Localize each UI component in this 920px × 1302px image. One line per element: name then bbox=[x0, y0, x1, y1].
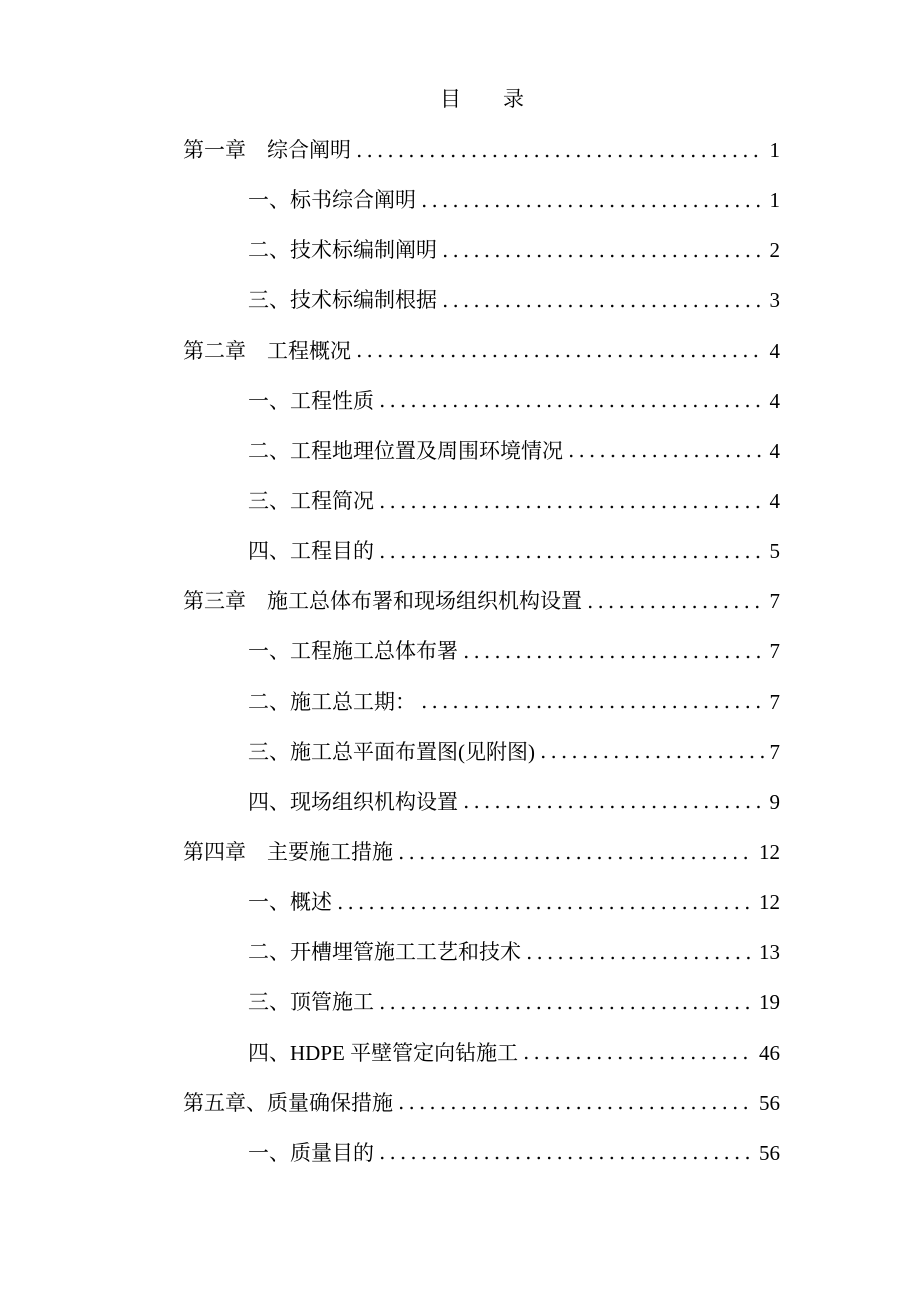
entry-title: 四、工程目的 bbox=[248, 539, 374, 564]
entry-title: 二、开槽埋管施工工艺和技术 bbox=[248, 940, 521, 965]
dot-leader bbox=[419, 694, 765, 709]
page-number: 1 bbox=[769, 188, 780, 213]
page-number: 56 bbox=[759, 1090, 780, 1115]
dot-leader bbox=[538, 744, 765, 759]
toc-section-entry bbox=[183, 476, 780, 526]
toc-section-entry bbox=[183, 376, 780, 426]
page-number: 4 bbox=[769, 438, 780, 463]
toc-section-entry bbox=[183, 1128, 780, 1178]
entry-title: 四、现场组织机构设置 bbox=[248, 789, 458, 814]
entry-title: 二、技术标编制阐明 bbox=[248, 238, 437, 263]
dot-leader bbox=[419, 193, 765, 208]
page-number: 12 bbox=[759, 840, 780, 865]
dot-leader bbox=[566, 443, 765, 458]
page-title: 目 录 bbox=[440, 87, 524, 111]
entry-title: 第五章、质量确保措施 bbox=[183, 1090, 393, 1115]
page-number: 4 bbox=[769, 489, 780, 514]
page-number: 12 bbox=[759, 890, 780, 915]
toc-section-entry bbox=[183, 727, 780, 777]
page-number: 13 bbox=[759, 940, 780, 965]
entry-title: 一、概述 bbox=[248, 890, 332, 915]
dot-leader bbox=[377, 494, 765, 509]
dot-leader bbox=[354, 143, 765, 158]
entry-title: 第二章 工程概况 bbox=[183, 338, 351, 363]
toc-section-entry bbox=[183, 927, 780, 977]
page-number: 4 bbox=[769, 338, 780, 363]
page-number: 7 bbox=[769, 739, 780, 764]
toc-section-entry bbox=[183, 175, 780, 225]
entry-title: 一、工程性质 bbox=[248, 388, 374, 413]
toc-section-entry bbox=[183, 1028, 780, 1078]
toc-section-entry bbox=[183, 677, 780, 727]
entry-title: 第三章 施工总体布署和现场组织机构设置 bbox=[183, 589, 582, 614]
entry-title: 第四章 主要施工措施 bbox=[183, 840, 393, 865]
toc-section-entry bbox=[183, 275, 780, 325]
dot-leader bbox=[396, 1095, 754, 1110]
toc-chapter-entry bbox=[183, 576, 780, 626]
entry-title: 三、工程简况 bbox=[248, 489, 374, 514]
table-of-contents bbox=[183, 125, 780, 1178]
dot-leader bbox=[377, 544, 765, 559]
dot-leader bbox=[585, 594, 765, 609]
dot-leader bbox=[524, 945, 754, 960]
page-number: 9 bbox=[769, 789, 780, 814]
toc-section-entry bbox=[183, 526, 780, 576]
entry-title: 二、工程地理位置及周围环境情况 bbox=[248, 438, 563, 463]
dot-leader bbox=[461, 644, 765, 659]
dot-leader bbox=[377, 1145, 754, 1160]
page-number: 1 bbox=[769, 138, 780, 163]
toc-section-entry bbox=[183, 426, 780, 476]
page-number: 2 bbox=[769, 238, 780, 263]
page-number: 19 bbox=[759, 990, 780, 1015]
page-number: 4 bbox=[769, 388, 780, 413]
toc-section-entry bbox=[183, 626, 780, 676]
toc-chapter-entry bbox=[183, 827, 780, 877]
dot-leader bbox=[335, 895, 754, 910]
entry-title: 第一章 综合阐明 bbox=[183, 138, 351, 163]
entry-title: 三、技术标编制根据 bbox=[248, 288, 437, 313]
entry-title: 三、施工总平面布置图(见附图) bbox=[248, 739, 535, 764]
page-number: 3 bbox=[769, 288, 780, 313]
dot-leader bbox=[377, 995, 754, 1010]
entry-title: 一、标书综合阐明 bbox=[248, 188, 416, 213]
toc-section-entry bbox=[183, 977, 780, 1027]
page-number: 5 bbox=[769, 539, 780, 564]
dot-leader bbox=[440, 243, 765, 258]
entry-title: 三、顶管施工 bbox=[248, 990, 374, 1015]
entry-title: 一、质量目的 bbox=[248, 1140, 374, 1165]
dot-leader bbox=[440, 293, 765, 308]
dot-leader bbox=[377, 393, 765, 408]
page-number: 46 bbox=[759, 1040, 780, 1065]
toc-chapter-entry bbox=[183, 326, 780, 376]
toc-chapter-entry bbox=[183, 125, 780, 175]
toc-chapter-entry bbox=[183, 1078, 780, 1128]
dot-leader bbox=[461, 794, 765, 809]
toc-section-entry bbox=[183, 225, 780, 275]
dot-leader bbox=[521, 1045, 754, 1060]
page-number: 7 bbox=[769, 589, 780, 614]
entry-title: 二、施工总工期： bbox=[248, 689, 416, 714]
entry-title: 一、工程施工总体布署 bbox=[248, 639, 458, 664]
toc-section-entry bbox=[183, 777, 780, 827]
toc-section-entry bbox=[183, 877, 780, 927]
dot-leader bbox=[354, 343, 765, 358]
page-number: 7 bbox=[769, 639, 780, 664]
entry-title: 四、HDPE 平壁管定向钻施工 bbox=[248, 1040, 519, 1065]
page-number: 7 bbox=[769, 689, 780, 714]
page-number: 56 bbox=[759, 1140, 780, 1165]
dot-leader bbox=[396, 845, 754, 860]
